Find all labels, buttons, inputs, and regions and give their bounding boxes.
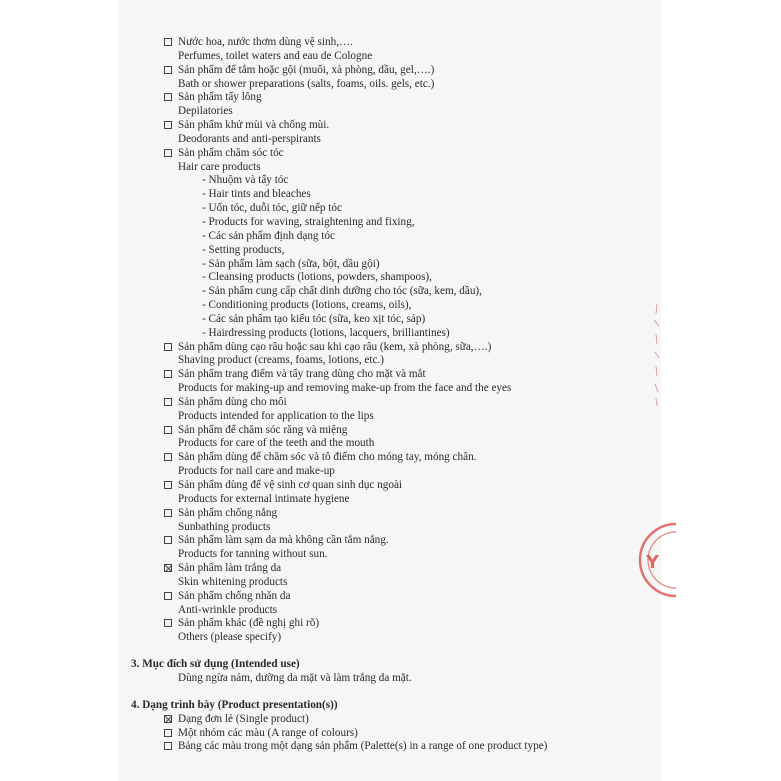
hair-care-subitem: - Các sản phẩm tạo kiểu tóc (sữa, keo xịt tóc, sáp)	[202, 312, 426, 325]
handwritten-margin-mark	[650, 300, 664, 410]
category-label-en: Anti-wrinkle products	[178, 603, 278, 616]
category-label-en: Skin whitening products	[178, 575, 288, 588]
spacer	[164, 686, 634, 699]
category-item	[164, 396, 634, 410]
category-item	[164, 424, 634, 438]
checked-checkbox[interactable]	[164, 564, 172, 572]
category-label-vi: Sản phẩm khử mùi và chống mùi.	[178, 119, 330, 132]
category-label-vi: Nước hoa, nước thơm dùng vệ sinh,….	[178, 36, 353, 48]
spacer	[164, 645, 634, 658]
checkbox[interactable]	[164, 426, 172, 434]
category-item	[164, 479, 634, 493]
checkbox[interactable]	[164, 592, 172, 600]
checkbox[interactable]	[164, 398, 172, 406]
category-label-vi: Sản phẩm chăm sóc tóc	[178, 146, 284, 159]
category-item	[164, 507, 634, 521]
category-label-en: Deodorants and anti-perspirants	[178, 132, 321, 145]
presentation-option-label: Bảng các màu trong một dạng sản phẩm (Palette(s) in a range of one product type)	[178, 740, 548, 753]
section-3-heading: 3. Mục đích sử dụng (Intended use)	[131, 658, 300, 671]
category-item	[164, 617, 634, 631]
category-label-vi: Sản phẩm làm trắng da	[178, 562, 282, 575]
hair-care-subitem: - Nhuộm và tẩy tóc	[202, 174, 289, 187]
svg-text:Y: Y	[646, 552, 660, 573]
category-label-en: Products for nail care and make-up	[178, 465, 335, 478]
checkbox[interactable]	[164, 453, 172, 461]
category-label-en: Perfumes, toilet waters and eau de Cologne	[178, 49, 373, 62]
category-item	[164, 368, 634, 382]
checkbox[interactable]	[164, 38, 172, 46]
category-label-en: Products for care of the teeth and the mouth	[178, 437, 375, 450]
category-label-vi: Sản phẩm chống nắng	[178, 506, 278, 519]
category-item	[164, 534, 634, 548]
category-label-en: Others (please specify)	[178, 631, 282, 644]
category-label-en: Products for tanning without sun.	[178, 548, 328, 561]
hair-care-subitem: - Hairdressing products (lotions, lacquers, brilliantines)	[202, 326, 450, 339]
checkbox[interactable]	[164, 619, 172, 627]
red-seal-stamp	[636, 512, 676, 608]
checkbox[interactable]	[164, 742, 172, 750]
category-label-en: Products intended for application to the lips	[178, 409, 374, 422]
hair-care-subitem: - Cleansing products (lotions, powders, shampoos),	[202, 271, 432, 284]
category-label-en: Depilatories	[178, 105, 233, 118]
hair-care-subitem: - Các sản phẩm định dạng tóc	[202, 229, 335, 242]
category-label-vi: Sản phẩm để chăm sóc răng và miệng	[178, 423, 348, 436]
presentation-option-label: Dạng đơn lẻ (Single product)	[178, 712, 309, 725]
category-label-vi: Sản phẩm dùng cạo râu hoặc sau khi cạo râu (kem, xà phòng, sữa,….)	[178, 340, 492, 353]
category-item	[164, 451, 634, 465]
checkbox[interactable]	[164, 93, 172, 101]
presentation-option-label: Một nhóm các màu (A range of colours)	[178, 726, 358, 739]
category-item	[164, 119, 634, 133]
category-item	[164, 91, 634, 105]
checkbox[interactable]	[164, 343, 172, 351]
category-label-vi: Sản phẩm tẩy lông	[178, 91, 262, 104]
form-content	[131, 36, 634, 754]
hair-care-subitem: - Sản phẩm cung cấp chất dinh dưỡng cho tóc (sữa, kem, dầu),	[202, 285, 482, 298]
presentation-options	[164, 713, 634, 755]
category-label-vi: Sản phẩm dùng cho môi	[178, 395, 287, 408]
category-label-vi: Sản phẩm trang điểm và tẩy trang dùng cho mặt và mắt	[178, 368, 426, 381]
checkbox[interactable]	[164, 481, 172, 489]
category-label-vi: Sản phẩm khác (đề nghị ghi rõ)	[178, 617, 320, 630]
checkbox[interactable]	[164, 729, 172, 737]
category-label-vi: Sản phẩm chống nhăn da	[178, 589, 291, 602]
category-item	[164, 64, 634, 78]
hair-care-subitem: - Products for waving, straightening and fixing,	[202, 215, 415, 228]
category-list	[164, 36, 634, 645]
hair-care-subitem: - Hair tints and bleaches	[202, 188, 311, 201]
hair-care-subitem: - Sản phẩm làm sạch (sữa, bột, dầu gội)	[202, 257, 380, 270]
presentation-option	[164, 740, 634, 754]
hair-care-subitem: - Conditioning products (lotions, creams, oils),	[202, 299, 412, 312]
section-3-text: Dùng ngừa nám, dưỡng da mặt và làm trắng da mặt.	[178, 671, 412, 684]
checked-checkbox[interactable]	[164, 715, 172, 723]
category-label-en: Sunbathing products	[178, 520, 271, 533]
checkbox[interactable]	[164, 66, 172, 74]
category-label-vi: Sản phẩm làm sạm da mà không cần tắm nắng.	[178, 534, 389, 547]
category-label-en: Hair care products	[178, 160, 261, 173]
hair-care-subitem: - Uốn tóc, duỗi tóc, giữ nếp tóc	[202, 202, 342, 215]
checkbox[interactable]	[164, 149, 172, 157]
category-label-en: Products for making-up and removing make-up from the face and the eyes	[178, 382, 512, 395]
checkbox[interactable]	[164, 509, 172, 517]
checkbox[interactable]	[164, 121, 172, 129]
category-item	[164, 341, 634, 355]
category-item	[164, 562, 634, 576]
category-label-en: Shaving product (creams, foams, lotions, etc.)	[178, 354, 384, 367]
category-label-en: Bath or shower preparations (salts, foams, oils. gels, etc.)	[178, 77, 435, 90]
category-label-en: Products for external intimate hygiene	[178, 492, 350, 505]
presentation-option	[164, 727, 634, 741]
category-label-vi: Sản phẩm dùng để vệ sinh cơ quan sinh dục ngoài	[178, 479, 403, 491]
checkbox[interactable]	[164, 370, 172, 378]
category-item	[164, 590, 634, 604]
category-item	[164, 147, 634, 161]
section-4-heading: 4. Dạng trình bày (Product presentation(s))	[131, 698, 338, 711]
presentation-option	[164, 713, 634, 727]
category-label-vi: Sản phẩm để tắm hoặc gội (muối, xà phòng, dầu, gel,….)	[178, 63, 435, 76]
category-item	[164, 36, 634, 50]
hair-care-subitem: - Setting products,	[202, 243, 285, 256]
category-label-vi: Sản phẩm dùng để chăm sóc và tô điểm cho móng tay, móng chân.	[178, 451, 477, 464]
checkbox[interactable]	[164, 536, 172, 544]
